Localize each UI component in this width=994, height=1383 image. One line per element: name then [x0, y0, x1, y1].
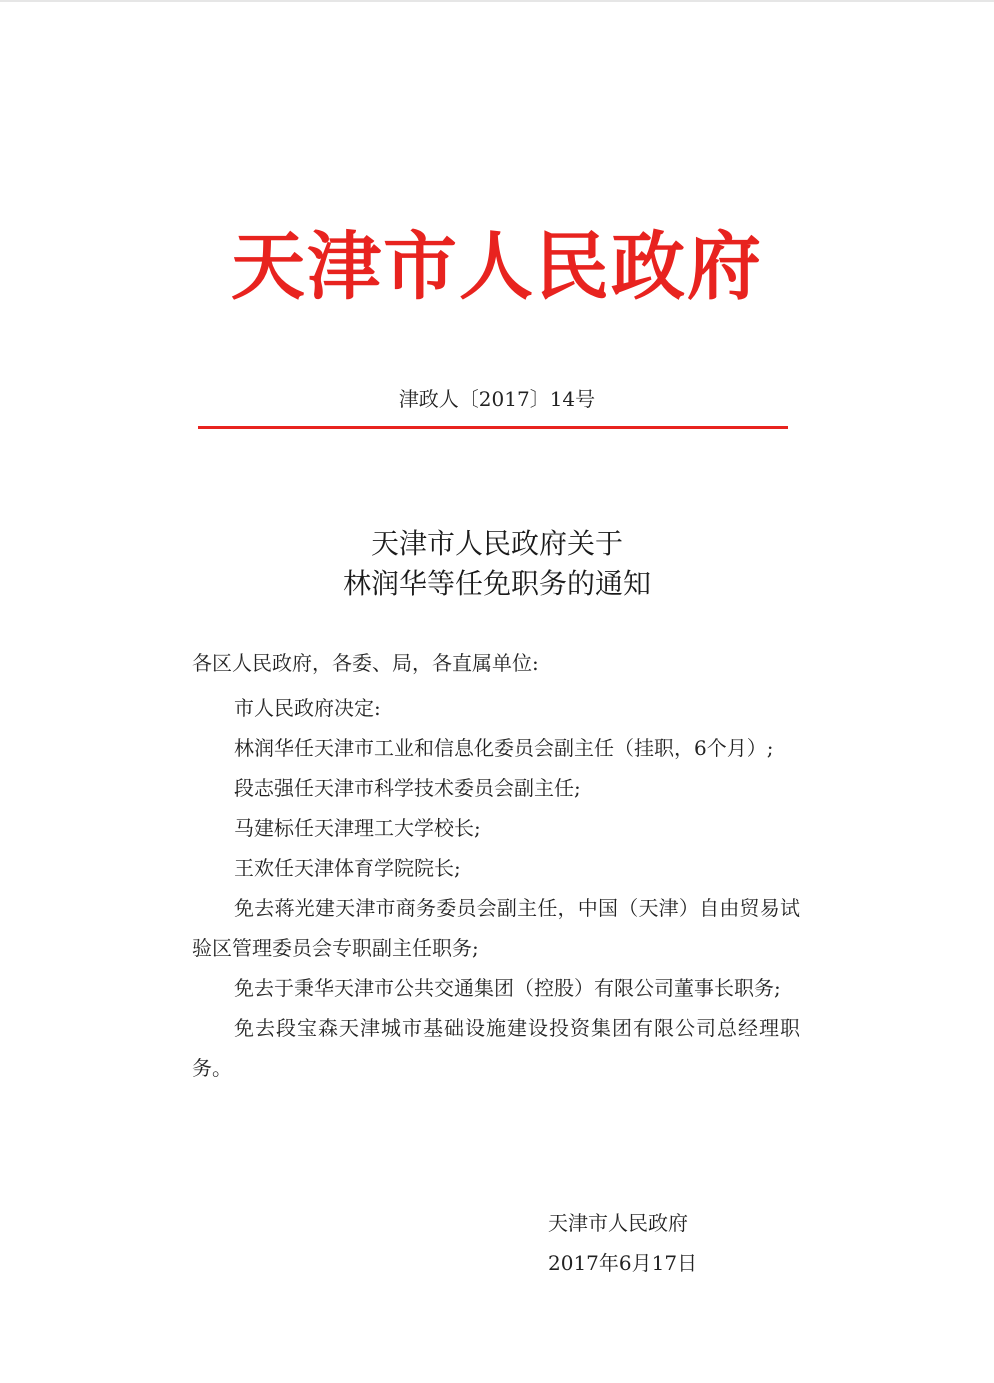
- paragraph: 林润华任天津市工业和信息化委员会副主任（挂职，6个月）;: [234, 736, 774, 760]
- title-line-2: 林润华等任免职务的通知: [342, 567, 651, 600]
- issuer-header: 天津市人民政府: [231, 224, 763, 310]
- paragraph: 市人民政府决定:: [234, 696, 381, 720]
- paragraph: 免去蒋光建天津市商务委员会副主任，中国（天津）自由贸易试验区管理委员会专职副主任职务;: [192, 896, 800, 960]
- document-title: [190, 524, 804, 604]
- page-top-border: [0, 0, 994, 2]
- signature-block: [548, 1208, 798, 1288]
- paragraph: 免去段宝森天津城市基础设施建设投资集团有限公司总经理职务。: [192, 1016, 800, 1080]
- recipient-line: 各区人民政府，各委、局，各直属单位:: [192, 651, 539, 675]
- paragraph: 马建标任天津理工大学校长;: [234, 816, 481, 840]
- title-line-1: 天津市人民政府关于: [370, 527, 623, 560]
- document-number: 津政人〔2017〕14号: [398, 387, 596, 411]
- paragraph: 免去于秉华天津市公共交通集团（控股）有限公司董事长职务;: [234, 976, 781, 1000]
- signature-organization: 天津市人民政府: [548, 1211, 688, 1235]
- red-separator-line: [198, 426, 788, 429]
- paragraph: 王欢任天津体育学院院长;: [234, 856, 461, 880]
- signature-date: 2017年6月17日: [548, 1251, 698, 1275]
- document-body: [192, 648, 800, 1088]
- paragraph: 段志强任天津市科学技术委员会副主任;: [234, 776, 581, 800]
